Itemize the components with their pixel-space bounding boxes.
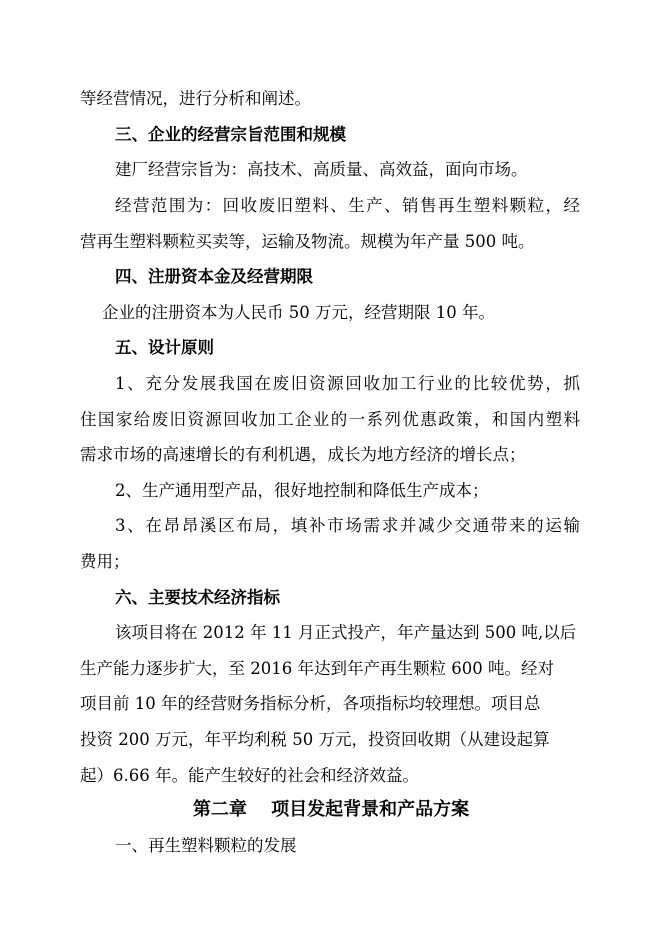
- paragraph-line: 需求市场的高速增长的有利机遇，成长为地方经济的增长点；: [80, 445, 526, 464]
- chapter-title: 第二章 项目发起背景和产品方案: [192, 799, 470, 820]
- paragraph-line: 2、生产通用型产品，很好地控制和降低生产成本；: [115, 481, 489, 500]
- paragraph-line: 建厂经营宗旨为：高技术、高质量、高效益，面向市场。: [115, 160, 528, 179]
- paragraph-line: 营再生塑料颗粒买卖等，运输及物流。规模为年产量 500 吨。: [80, 232, 535, 251]
- paragraph-line: 起）6.66 年。能产生较好的社会和经济效益。: [80, 766, 419, 785]
- section-heading-5: 五、设计原则: [115, 338, 214, 357]
- paragraph-line: 住国家给废旧资源回收加工企业的一系列优惠政策，和国内塑料: [80, 410, 580, 429]
- paragraph-line: 费用；: [80, 552, 130, 571]
- paragraph-line: 生产能力逐步扩大，至 2016 年达到年产再生颗粒 600 吨。经对: [80, 659, 554, 678]
- paragraph-line: 经营范围为：回收废旧塑料、生产、销售再生塑料颗粒，经: [115, 196, 580, 215]
- section-heading-subsection: 一、再生塑料颗粒的发展: [115, 836, 297, 855]
- paragraph-line: 1、充分发展我国在废旧资源回收加工行业的比较优势，抓: [115, 374, 580, 393]
- section-heading-6: 六、主要技术经济指标: [115, 588, 280, 607]
- section-heading-4: 四、注册资本金及经营期限: [115, 267, 313, 286]
- paragraph-line: 投资 200 万元，年平均利税 50 万元，投资回收期（从建设起算: [80, 730, 550, 749]
- paragraph-line: 企业的注册资本为人民币 50 万元，经营期限 10 年。: [102, 303, 495, 322]
- paragraph-line: 3、在昂昂溪区布局，填补市场需求并减少交通带来的运输: [115, 516, 580, 535]
- paragraph-line: 项目前 10 年的经营财务指标分析，各项指标均较理想。项目总: [80, 694, 541, 713]
- section-heading-3: 三、企业的经营宗旨范围和规模: [115, 125, 346, 144]
- paragraph-line: 等经营情况，进行分析和阐述。: [80, 89, 311, 108]
- paragraph-line: 该项目将在 2012 年 11 月正式投产，年产量达到 500 吨,以后: [115, 623, 577, 642]
